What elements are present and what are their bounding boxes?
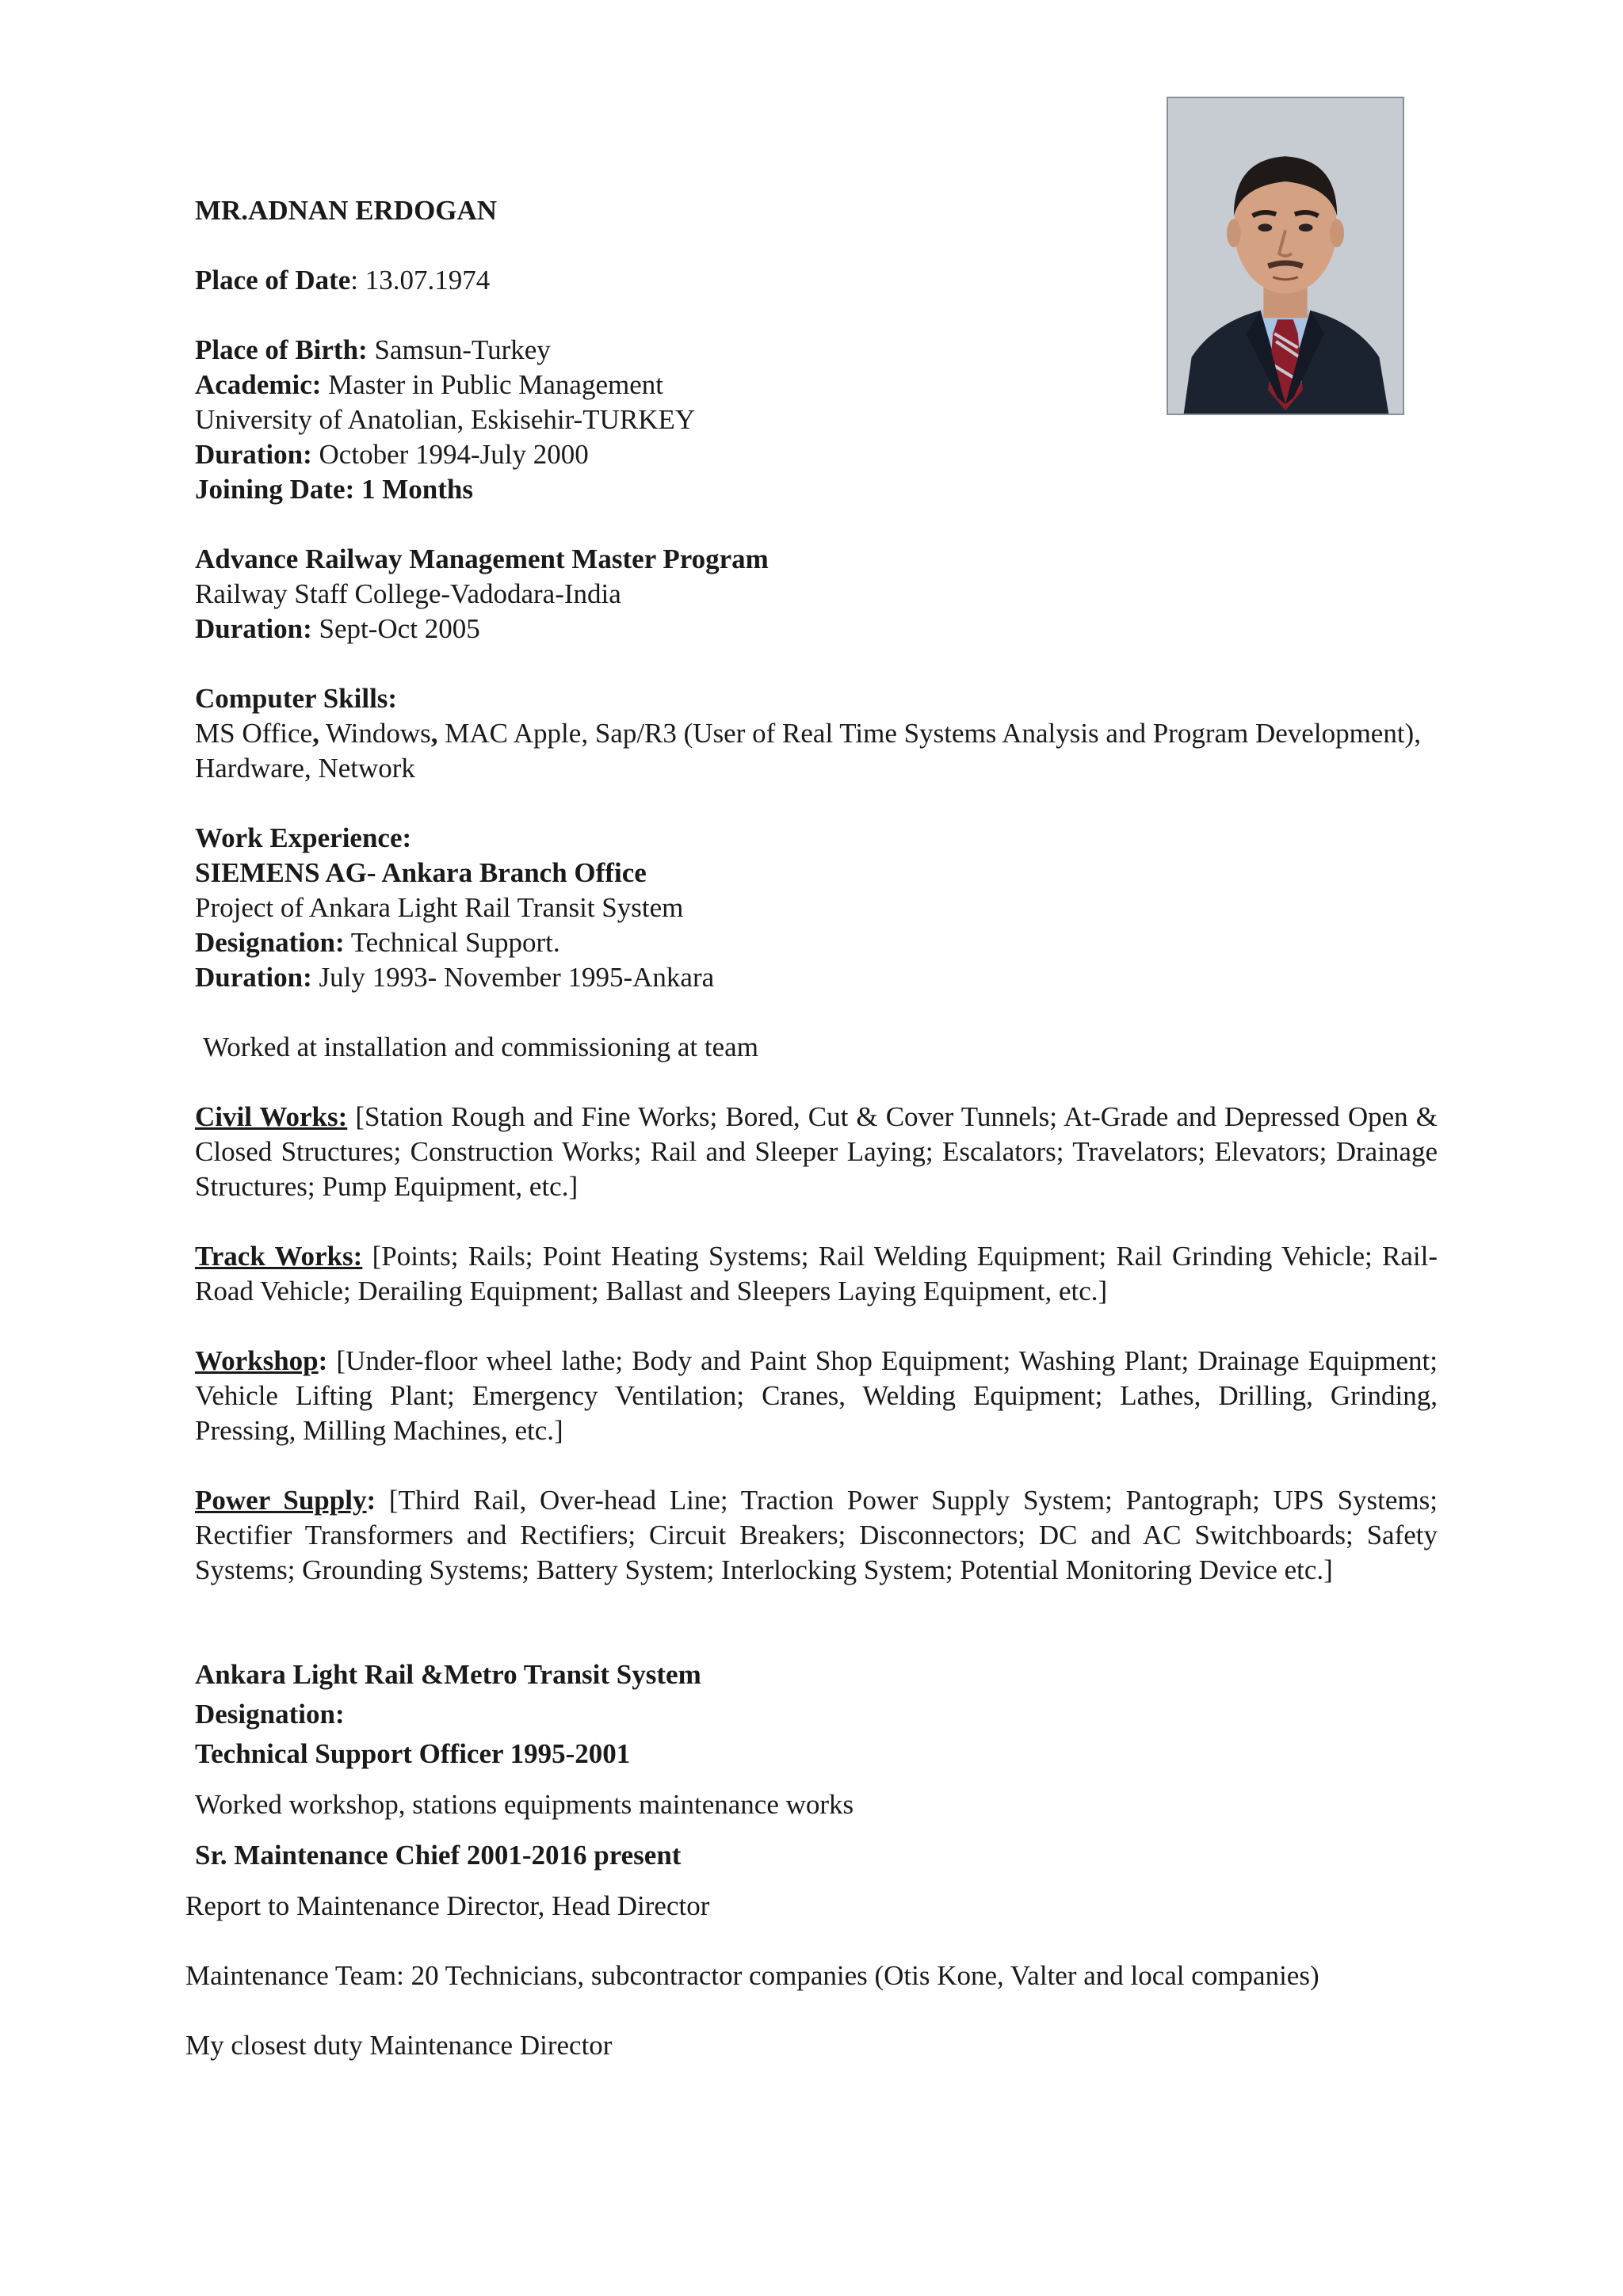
power-supply-label: Power Supply bbox=[195, 1485, 367, 1516]
program-duration-value: Sept-Oct 2005 bbox=[311, 613, 480, 644]
power-supply bbox=[195, 1483, 1438, 1588]
work-experience-block bbox=[195, 821, 1438, 995]
skill-comma: , bbox=[430, 718, 438, 749]
work-duration-label: Duration: bbox=[195, 962, 312, 993]
academic-value: Master in Public Management bbox=[321, 369, 663, 400]
work-designation-value: Technical Support. bbox=[344, 927, 560, 958]
track-works-text: [Points; Rails; Point Heating Systems; Rail Welding Equipment; Rail Grinding Vehicle; Rail-Road Vehicle; Derailing Equipment; Ballast and Sleepers Laying Equipment, etc.] bbox=[195, 1241, 1438, 1306]
place-of-birth-label: Place of Birth: bbox=[195, 334, 368, 365]
ankara-designation: Designation: bbox=[195, 1699, 345, 1730]
academic bbox=[195, 368, 1438, 402]
workshop-text: [Under-floor wheel lathe; Body and Paint Shop Equipment; Washing Plant; Drainage Equipment; Vehicle Lifting Plant; Emergency Ventilation; Cranes, Welding Equipment; Lathes, Drilling, Grinding, Pressing, Milling Machines, etc.] bbox=[195, 1345, 1438, 1446]
place-of-date bbox=[195, 263, 1438, 298]
joining-date: Joining Date: 1 Months bbox=[195, 474, 473, 505]
workshop-colon: : bbox=[318, 1345, 328, 1376]
track-works-label: Track Works: bbox=[195, 1241, 363, 1272]
place-of-date-label: Place of Date bbox=[195, 265, 351, 296]
program-title: Advance Railway Management Master Program bbox=[195, 543, 769, 574]
work-summary: Worked at installation and commissioning at team bbox=[203, 1032, 758, 1062]
personal-block bbox=[195, 333, 1438, 507]
ankara-title: Ankara Light Rail &Metro Transit System bbox=[195, 1659, 701, 1690]
work-experience-title: Work Experience: bbox=[195, 822, 412, 853]
academic-duration-value: October 1994-July 2000 bbox=[311, 439, 589, 470]
work-designation-label: Designation: bbox=[195, 927, 345, 958]
place-of-birth-value: Samsun-Turkey bbox=[367, 334, 551, 365]
university: University of Anatolian, Eskisehir-TURKEY bbox=[195, 404, 696, 435]
program-block bbox=[195, 542, 1438, 646]
candidate-name: MR.ADNAN ERDOGAN bbox=[195, 195, 498, 226]
workshop bbox=[195, 1344, 1438, 1448]
role-maintenance-chief: Sr. Maintenance Chief 2001-2016 present bbox=[195, 1840, 682, 1871]
maintenance-team: Maintenance Team: 20 Technicians, subcontractor companies (Otis Kone, Valter and local companies) bbox=[185, 1960, 1319, 1991]
skill-windows: Windows bbox=[319, 718, 431, 749]
workshop-label: Workshop bbox=[195, 1345, 319, 1376]
academic-duration bbox=[195, 437, 1438, 472]
program-duration bbox=[195, 612, 1438, 646]
work-designation bbox=[195, 925, 1438, 960]
computer-skills-title: Computer Skills: bbox=[195, 683, 398, 714]
academic-label: Academic: bbox=[195, 369, 322, 400]
academic-duration-label: Duration: bbox=[195, 439, 312, 470]
role-technical-support-description: Worked workshop, stations equipments maintenance works bbox=[195, 1789, 854, 1820]
skill-comma: , bbox=[312, 718, 319, 749]
work-project: Project of Ankara Light Rail Transit System bbox=[195, 892, 684, 923]
computer-skills-list bbox=[195, 716, 1438, 786]
place-of-date-value: : 13.07.1974 bbox=[350, 265, 491, 296]
power-supply-colon: : bbox=[366, 1485, 376, 1516]
track-works bbox=[195, 1239, 1438, 1309]
program-college: Railway Staff College-Vadodara-India bbox=[195, 578, 621, 609]
civil-works-label: Civil Works: bbox=[195, 1101, 348, 1132]
work-duration bbox=[195, 960, 1438, 995]
work-duration-value: July 1993- November 1995-Ankara bbox=[311, 962, 715, 993]
skill-ms-office: MS Office bbox=[195, 718, 313, 749]
civil-works-text: [Station Rough and Fine Works; Bored, Cut & Cover Tunnels; At-Grade and Depressed Open & Closed Structures; Construction Works; Rail and Sleeper Laying; Escalators; Travelators; Elevators; Drainage Structures; Pump Equipment, etc.] bbox=[195, 1101, 1438, 1202]
role-technical-support-officer: Technical Support Officer 1995-2001 bbox=[195, 1738, 631, 1769]
power-supply-text: [Third Rail, Over-head Line; Traction Power Supply System; Pantograph; UPS Systems; Rectifier Transformers and Rectifiers; Circuit Breakers; Disconnectors; DC and AC Switchboards; Safety Systems; Grounding Systems; Battery System; Interlocking System; Potential Monitoring Device etc.] bbox=[195, 1485, 1438, 1585]
place-of-birth bbox=[195, 333, 1438, 368]
computer-skills-block bbox=[195, 681, 1438, 786]
program-duration-label: Duration: bbox=[195, 613, 312, 644]
civil-works bbox=[195, 1100, 1438, 1204]
skill-rest: MAC Apple, Sap/R3 (User of Real Time Systems Analysis and Program Development), Hardware, Network bbox=[195, 718, 1421, 784]
work-company: SIEMENS AG- Ankara Branch Office bbox=[195, 857, 647, 888]
closest-duty: My closest duty Maintenance Director bbox=[185, 2030, 613, 2061]
report-to: Report to Maintenance Director, Head Director bbox=[185, 1890, 710, 1921]
